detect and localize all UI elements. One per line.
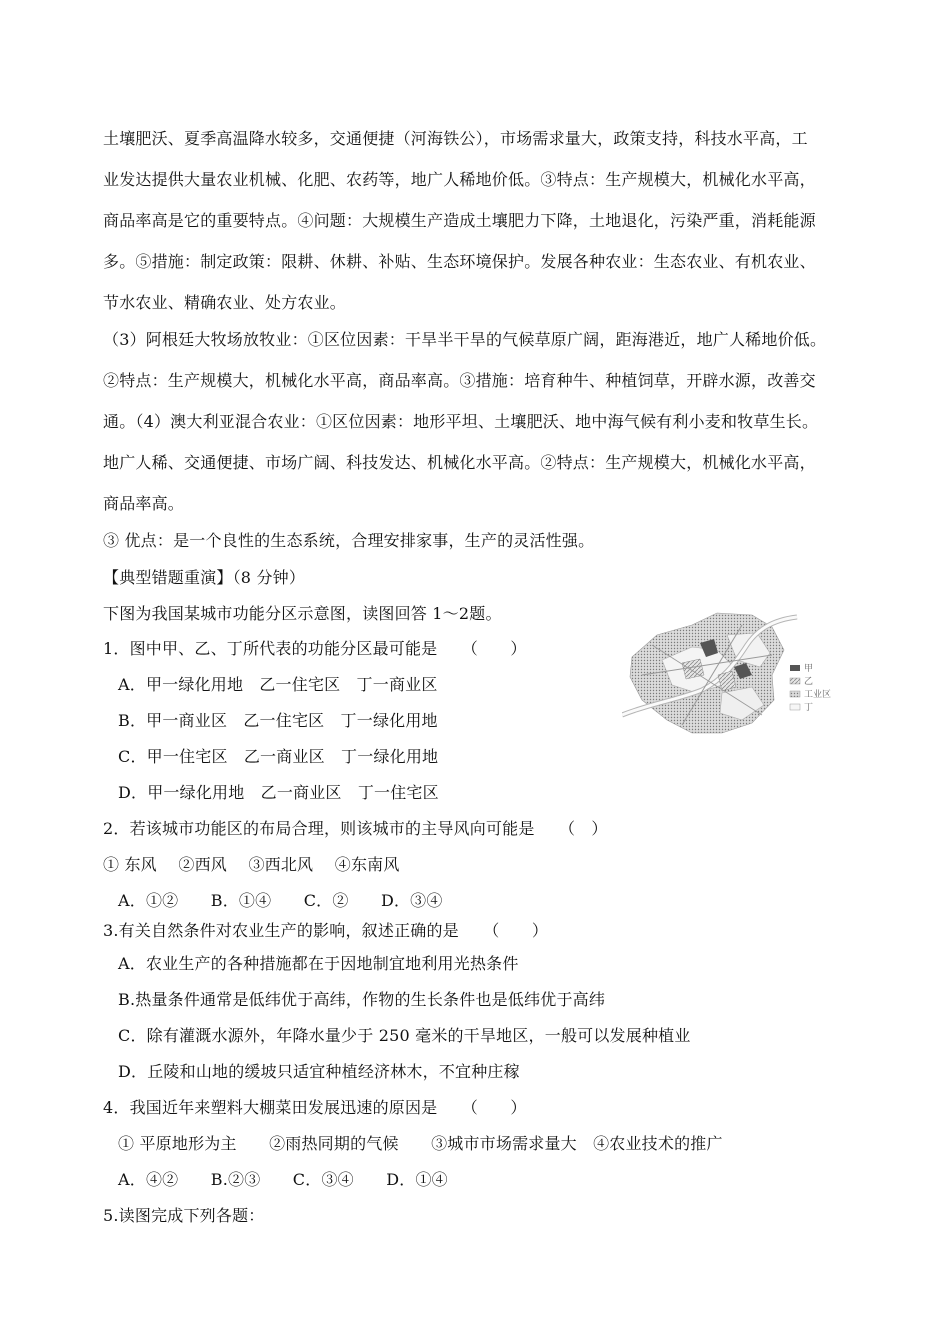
paragraph-line-9: 地广人稀、交通便捷、市场广阔、科技发达、机械化水平高。②特点：生产规模大，机械化水平高，	[103, 453, 816, 472]
q2-choices: ① 东风 ②西风 ③西北风 ④东南风	[103, 855, 400, 874]
q3-option-c: C．除有灌溉水源外，年降水量少于 250 毫米的干旱地区，一般可以发展种植业	[118, 1026, 691, 1045]
q2-answers: A．①② B．①④ C．② D．③④	[118, 891, 443, 910]
paragraph-line-3: 商品率高是它的重要特点。④问题：大规模生产造成土壤肥力下降，土地退化，污染严重，消耗能源	[103, 211, 816, 230]
legend-label-industrial: 工业区	[804, 690, 832, 700]
q3-option-d: D．丘陵和山地的缓坡只适宜种植经济林木，不宜种庄稼	[118, 1062, 520, 1081]
q1-option-b: B．甲一商业区 乙一住宅区 丁一绿化用地	[118, 711, 438, 730]
question-intro: 下图为我国某城市功能分区示意图，读图回答 1～2题。	[103, 604, 502, 623]
q1-option-c: C．甲一住宅区 乙一商业区 丁一绿化用地	[118, 747, 439, 766]
q2-stem: 2．若该城市功能区的布局合理，则该城市的主导风向可能是 （ ）	[103, 819, 608, 838]
q1-stem: 1．图中甲、乙、丁所代表的功能分区最可能是 （ ）	[103, 639, 527, 658]
map-legend	[790, 663, 831, 713]
section-title: 【典型错题重演】（8 分钟）	[103, 568, 306, 587]
paragraph-line-1: 土壤肥沃、夏季高温降水较多，交通便捷（河海铁公），市场需求量大，政策支持，科技水平高，工	[103, 129, 808, 148]
city-zoning-map	[622, 605, 857, 755]
city-zoning-map-svg	[622, 605, 857, 755]
paragraph-line-6: （3）阿根廷大牧场放牧业：①区位因素：干旱半干旱的气候草原广阔，距海港近，地广人稀地价低。	[103, 330, 827, 349]
q3-option-b: B.热量条件通常是低纬优于高纬，作物的生长条件也是低纬优于高纬	[118, 990, 606, 1009]
paragraph-line-4: 多。⑤措施：制定政策：限耕、休耕、补贴、生态环境保护。发展各种农业：生态农业、有机农业、	[103, 252, 816, 271]
legend-swatch-jia	[790, 665, 800, 671]
q1-option-a: A．甲一绿化用地 乙一住宅区 丁一商业区	[118, 675, 438, 694]
q4-choices: ① 平原地形为主 ②雨热同期的气候 ③城市市场需求量大 ④农业技术的推广	[118, 1134, 723, 1153]
q3-option-a: A．农业生产的各种措施都在于因地制宜地利用光热条件	[118, 954, 519, 973]
paragraph-line-10: 商品率高。	[103, 494, 185, 513]
legend-swatch-ding	[790, 704, 800, 710]
q3-stem: 3.有关自然条件对农业生产的影响，叙述正确的是 （ ）	[103, 921, 549, 940]
legend-swatch-yi	[790, 678, 800, 684]
paragraph-line-8: 通。（4）澳大利亚混合农业：①区位因素：地形平坦、土壤肥沃、地中海气候有利小麦和牧草生长。	[103, 412, 819, 431]
paragraph-line-2: 业发达提供大量农业机械、化肥、农药等，地广人稀地价低。③特点：生产规模大，机械化水平高，	[103, 170, 816, 189]
q4-answers: A．④② B.②③ C．③④ D．①④	[118, 1170, 448, 1189]
legend-swatch-industrial	[790, 691, 800, 697]
legend-label-jia: 甲	[804, 664, 814, 674]
paragraph-line-7: ②特点：生产规模大，机械化水平高，商品率高。③措施：培育种牛、种植饲草，开辟水源，改善交	[103, 371, 816, 390]
legend-label-ding: 丁	[804, 703, 814, 713]
q4-stem: 4．我国近年来塑料大棚菜田发展迅速的原因是 （ ）	[103, 1098, 527, 1117]
paragraph-line-11: ③ 优点：是一个良性的生态系统，合理安排家事，生产的灵活性强。	[103, 531, 595, 550]
q1-option-d: D．甲一绿化用地 乙一商业区 丁一住宅区	[118, 783, 439, 802]
q5-stem: 5.读图完成下列各题：	[103, 1206, 265, 1225]
paragraph-line-5: 节水农业、精确农业、处方农业。	[103, 293, 347, 312]
legend-label-yi: 乙	[804, 677, 814, 687]
